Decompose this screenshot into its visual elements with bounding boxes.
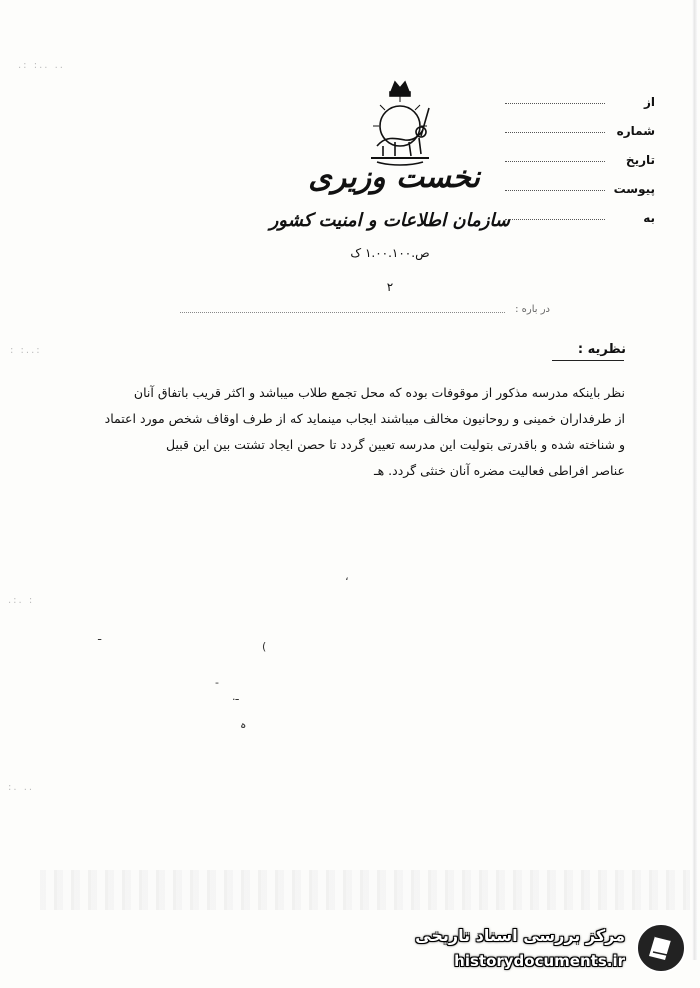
pen-mark: ـ — [98, 630, 102, 643]
lion-and-sun-emblem-icon — [355, 78, 445, 168]
opinion-heading: نظریه : — [577, 342, 626, 357]
pen-mark: .ـ — [232, 690, 239, 703]
field-label: تاریخ — [625, 153, 655, 167]
body-line: نظر باینکه مدرسه مذکور از موقوفات بوده که محل تجمع طلاب میباشد و اکثر قریب باتفاق آنان — [133, 385, 625, 400]
scan-noise: :. .. — [8, 782, 35, 793]
scan-edge — [692, 0, 698, 960]
field-to — [505, 211, 655, 240]
pen-mark: ، — [345, 570, 349, 583]
watermark — [415, 918, 695, 983]
scan-noise: .: :.. .. — [18, 60, 65, 71]
archive-logo-icon — [635, 922, 687, 974]
field-dotted-line — [505, 190, 605, 191]
body-line: و شناخته شده و باقدرتی بتولیت این مدرسه تعیین گردد تا حصن ایجاد تشتت بین این قبیل — [166, 437, 625, 452]
pen-mark: ہ — [240, 718, 247, 731]
field-from — [505, 95, 655, 124]
field-dotted-line — [505, 219, 605, 220]
pen-mark: - — [215, 676, 219, 689]
watermark-url[interactable]: historydocuments.ir — [454, 952, 625, 970]
field-dotted-line — [505, 132, 605, 133]
page-number: ۲ — [386, 280, 394, 294]
ministry-title: نخست وزیری — [308, 160, 480, 195]
field-dotted-line — [505, 161, 605, 162]
field-label: به — [643, 211, 655, 225]
faded-bottom-text — [40, 870, 690, 910]
body-line: از طرفداران خمینی و روحانیون مخالف میباشند ایجاب مینماید که از طرف اوقاف شخص مورد اعتماد — [104, 411, 625, 426]
subject-dotted-line — [180, 312, 505, 313]
field-dotted-line — [505, 103, 605, 104]
header-fields — [505, 95, 655, 240]
field-date — [505, 153, 655, 182]
watermark-title: مرکز بررسی اسناد تاریخی — [415, 926, 625, 945]
field-number — [505, 124, 655, 153]
subject-label: در باره : — [515, 304, 550, 315]
field-attachment — [505, 182, 655, 211]
subject-line — [180, 304, 550, 320]
scan-noise: .:. : — [8, 595, 35, 606]
organization-name: سازمان اطلاعات و امنیت کشور — [269, 210, 510, 231]
body-line: عناصر افراطی فعالیت مضره آنان خنثی گردد. هـ — [373, 463, 625, 478]
opinion-body — [100, 380, 625, 484]
field-label: از — [643, 95, 655, 109]
opinion-underline — [552, 360, 624, 361]
reference-code: ص.۱.۰۰.۱۰۰ ک — [350, 246, 430, 260]
field-label: شماره — [616, 124, 655, 138]
scan-noise: : :..: — [10, 345, 42, 356]
pen-mark: ( — [262, 640, 267, 653]
field-label: پیوست — [613, 182, 655, 196]
